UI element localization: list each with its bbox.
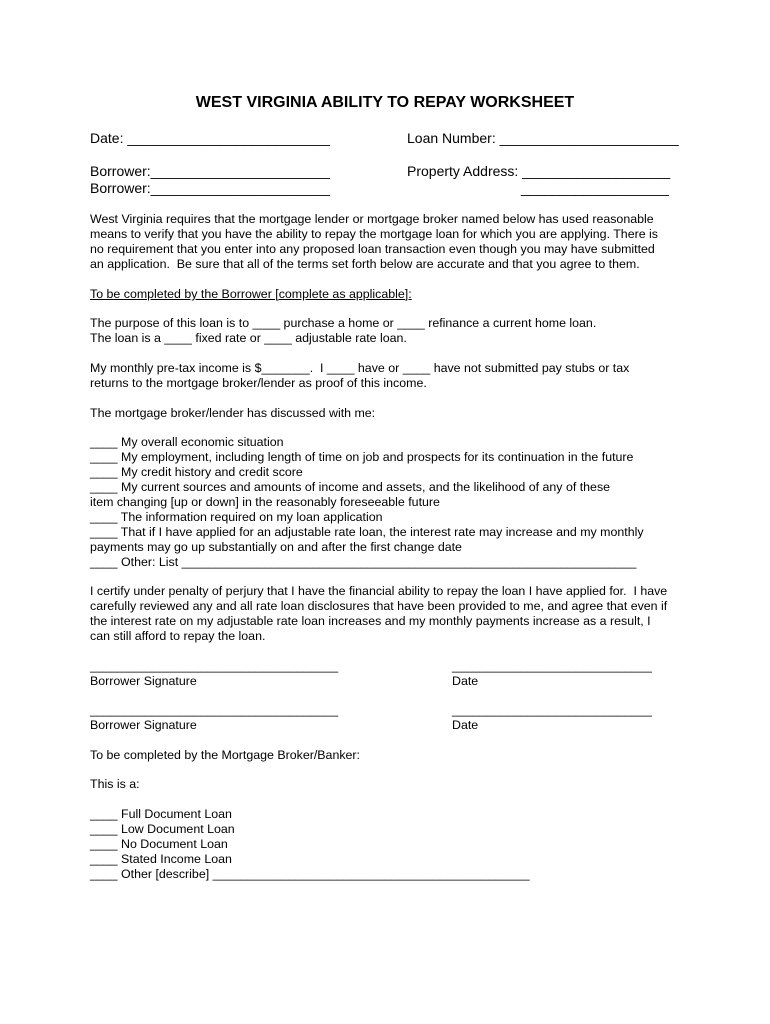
loan-type-item: ____ Full Document Loan [90,807,232,821]
certify-line: carefully reviewed any and all rate loan disclosures that have been provided to me, and agree that even if [90,599,668,613]
intro-line: West Virginia requires that the mortgage lender or mortgage broker named below has used reasonable [90,212,654,226]
borrower-section-heading: To be completed by the Borrower [complete as applicable]: [90,287,412,301]
discussed-item: ____ Other: List __________________________________________________________________ [90,555,637,569]
signature-line: ____________________________________ [90,703,339,717]
income-line: returns to the mortgage broker/lender as proof of this income. [90,376,427,390]
discussed-item: ____ My credit history and credit score [90,465,303,479]
income-line: My monthly pre-tax income is $_______. I ____ have or ____ have not submitted pay stubs or tax [90,361,630,375]
discussed-item: ____ My current sources and amounts of income and assets, and the likelihood of any of these [90,480,611,494]
date-line: _____________________________ [452,703,652,717]
loan-type-item: ____ Other [describe] ______________________________________________ [90,867,530,881]
loan-type-item: ____ No Document Loan [90,837,228,851]
loan-number-field: Loan Number: _______________________ [407,130,679,146]
purpose-line: The purpose of this loan is to ____ purchase a home or ____ refinance a current home loan. [90,316,597,330]
purpose-line: The loan is a ____ fixed rate or ____ adjustable rate loan. [90,331,407,345]
certify-line: the interest rate on my adjustable rate loan increases and my monthly payments increase as a result, I [90,614,651,628]
date-field: Date: __________________________ [90,130,330,146]
discussed-heading: The mortgage broker/lender has discussed with me: [90,406,376,420]
property-address-field: Property Address: ___________________ [407,163,671,179]
borrower-field-1: Borrower:_______________________ [90,163,330,179]
discussed-item: ____ The information required on my loan application [90,510,383,524]
borrower-field-2: Borrower:_______________________ [90,180,330,196]
discussed-item: payments may go up substantially on and after the first change date [90,540,462,554]
date-line: _____________________________ [452,659,652,673]
this-is-a-label: This is a: [90,777,140,791]
loan-type-item: ____ Low Document Loan [90,822,235,836]
certify-line: can still afford to repay the loan. [90,629,266,643]
intro-line: an application. Be sure that all of the terms set forth below are accurate and that you agree to them. [90,257,640,271]
discussed-item: ____ My overall economic situation [90,435,284,449]
certify-line: I certify under penalty of perjury that I have the financial ability to repay the loan I have applied for. I have [90,584,668,598]
date-label: Date [452,718,479,732]
intro-line: means to verify that you have the ability to repay the mortgage loan for which you are applying. There is [90,227,658,241]
signature-line: ____________________________________ [90,659,339,673]
borrower-signature-label: Borrower Signature [90,718,197,732]
broker-section-heading: To be completed by the Mortgage Broker/Banker: [90,748,360,762]
date-label: Date [452,674,479,688]
property-address-line-2: ___________________ [521,180,669,196]
discussed-item: ____ That if I have applied for an adjustable rate loan, the interest rate may increase and my monthly [90,525,644,539]
intro-line: no requirement that you enter into any proposed loan transaction even though you may have submitted [90,242,655,256]
discussed-item: ____ My employment, including length of time on job and prospects for its continuation in the future [90,450,634,464]
discussed-item: item changing [up or down] in the reasonably foreseeable future [90,495,440,509]
borrower-signature-label: Borrower Signature [90,674,197,688]
loan-type-item: ____ Stated Income Loan [90,852,232,866]
page-title: WEST VIRGINIA ABILITY TO REPAY WORKSHEET [195,94,575,111]
